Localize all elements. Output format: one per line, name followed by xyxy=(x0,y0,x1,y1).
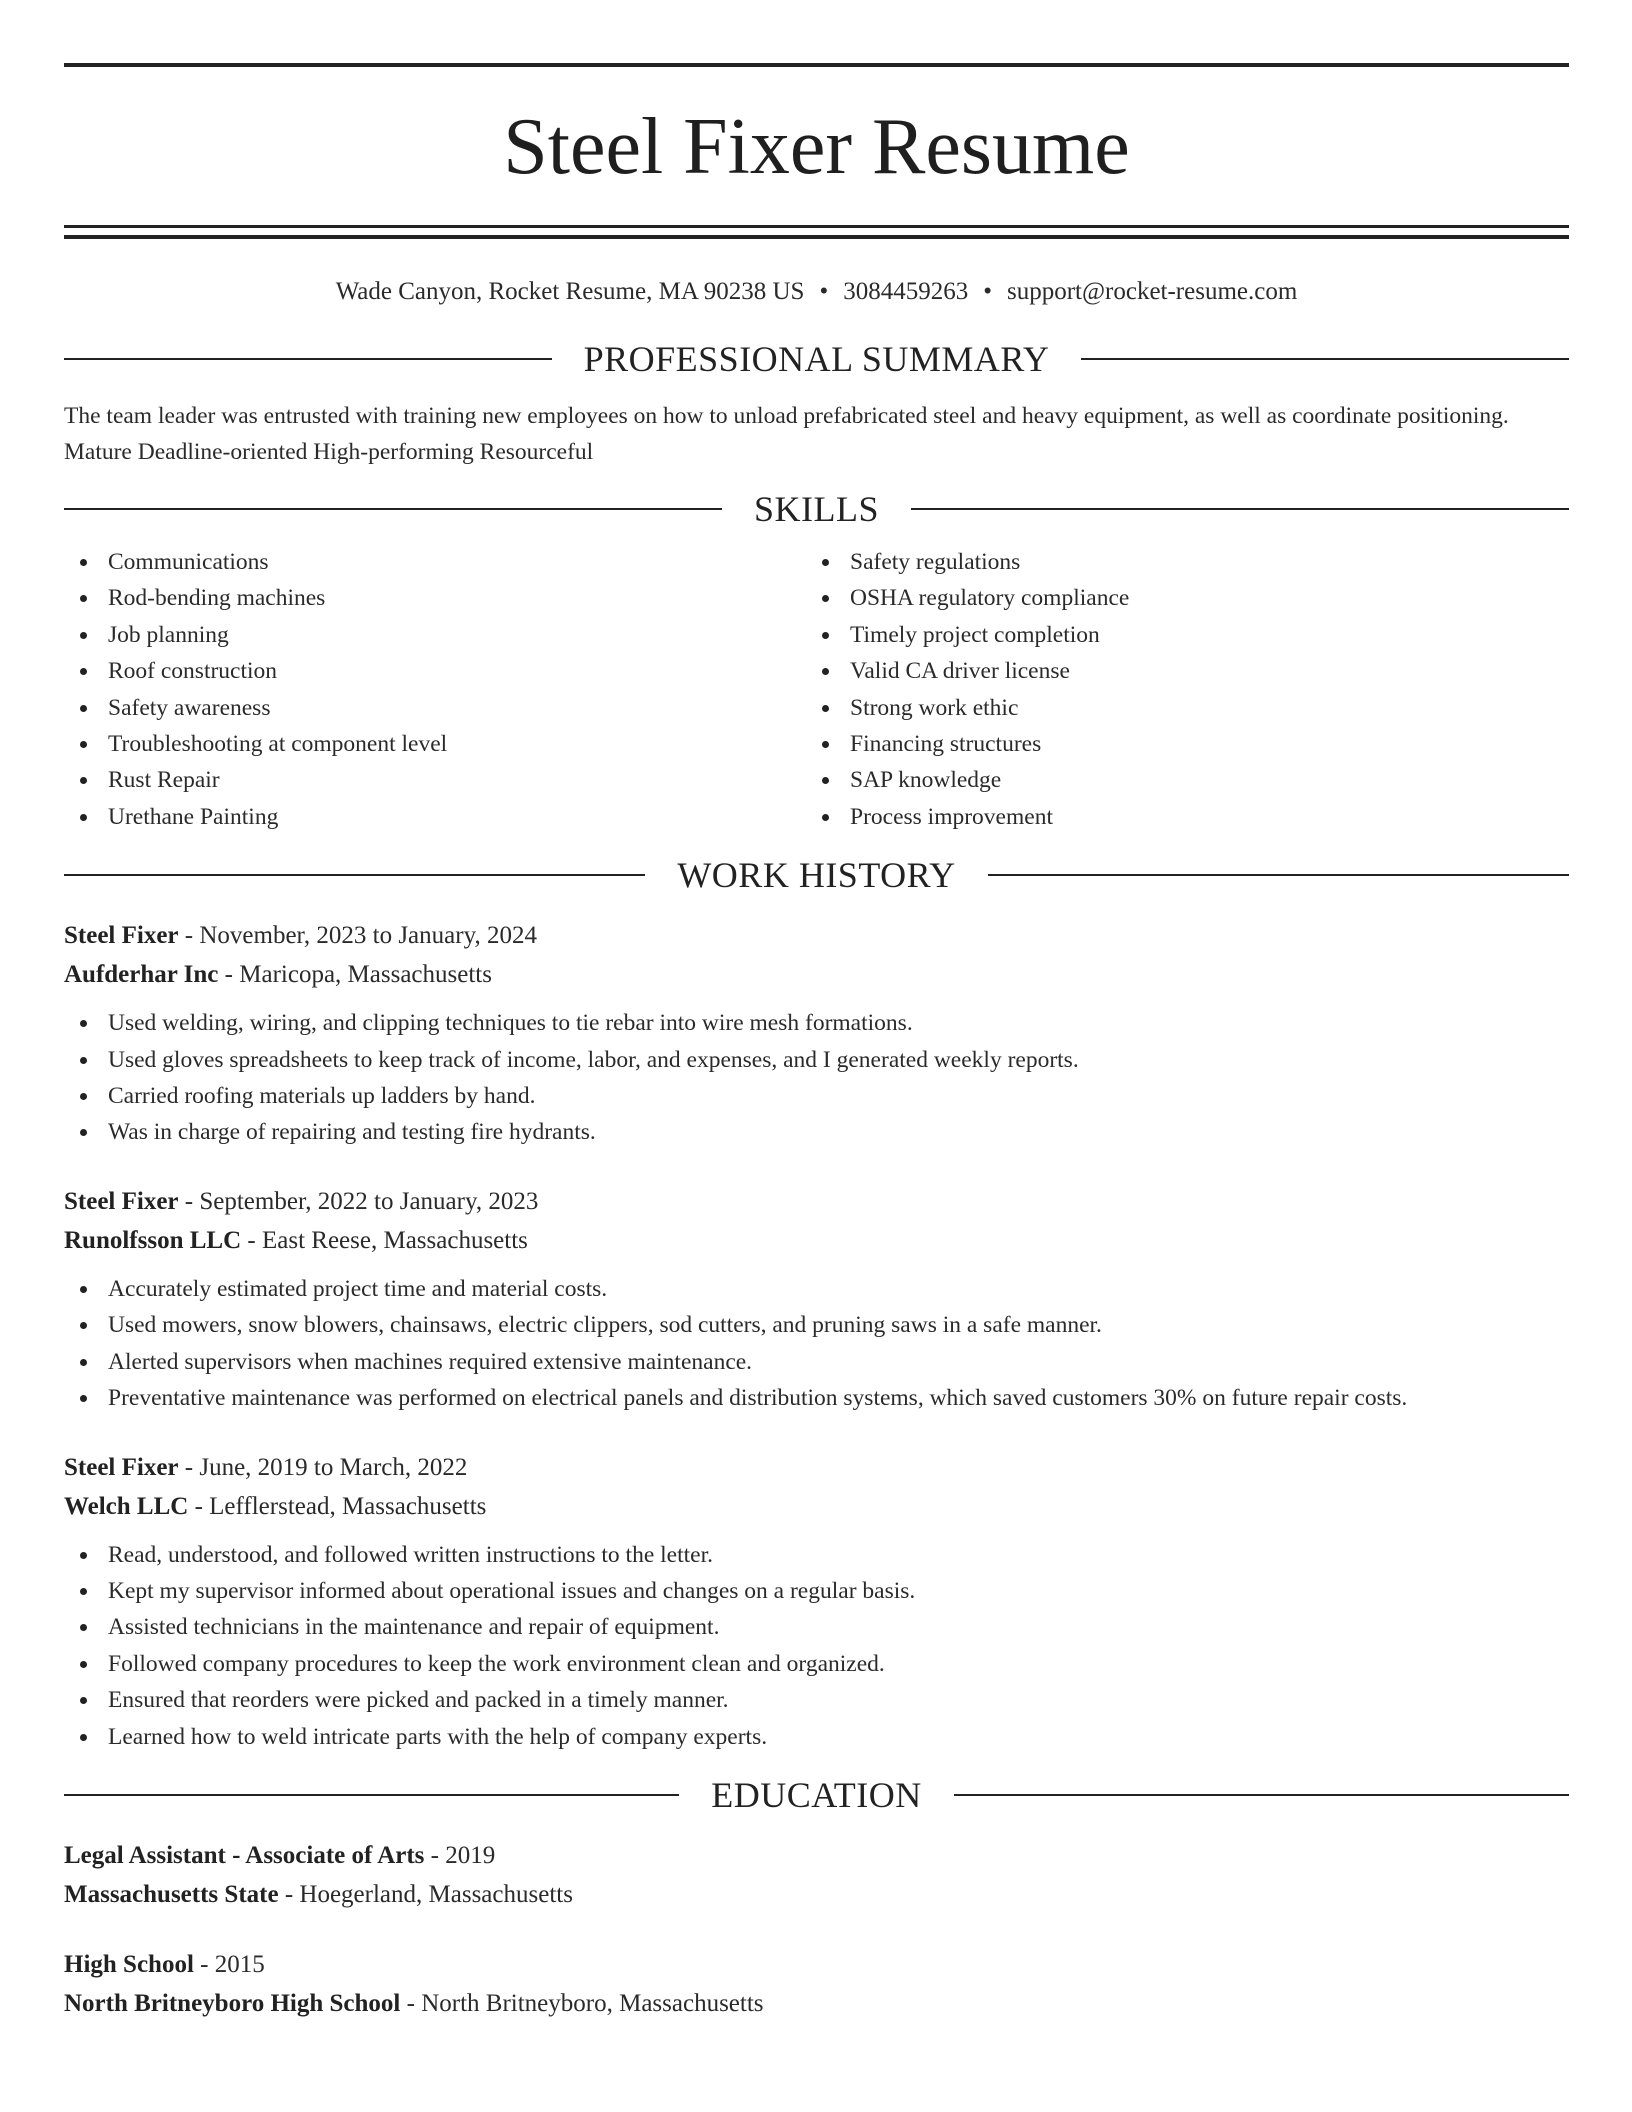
education-location: - Hoegerland, Massachusetts xyxy=(278,1880,573,1908)
resume-title: Steel Fixer Resume xyxy=(503,103,1130,191)
heading-rule-right xyxy=(954,1794,1569,1796)
job-title: Steel Fixer xyxy=(64,922,179,950)
job-bullet: Ensured that reorders were picked and packed in a timely manner. xyxy=(64,1682,1569,1718)
job-dates: - June, 2019 to March, 2022 xyxy=(178,1453,468,1481)
skills-column-right xyxy=(806,544,1548,835)
education-year: - 2015 xyxy=(193,1950,265,1978)
skills-heading-row xyxy=(64,489,1569,529)
skill-item: Roof construction xyxy=(64,653,806,689)
heading-rule-right xyxy=(988,874,1569,876)
education-school-line xyxy=(64,1984,1569,2023)
job-company-line xyxy=(64,1487,1569,1526)
skills-heading: SKILLS xyxy=(754,489,880,529)
job-title-line xyxy=(64,1448,1569,1487)
heading-rule-right xyxy=(1081,358,1569,360)
skill-item: Strong work ethic xyxy=(806,690,1548,726)
education-location: - North Britneyboro, Massachusetts xyxy=(400,1989,764,2017)
summary-heading: PROFESSIONAL SUMMARY xyxy=(583,339,1050,379)
job-title: Steel Fixer xyxy=(64,1187,179,1215)
education-heading-row xyxy=(64,1775,1569,1815)
job-bullet: Was in charge of repairing and testing fire hydrants. xyxy=(64,1114,1569,1150)
job-location: - East Reese, Massachusetts xyxy=(241,1226,528,1254)
summary-heading-row xyxy=(64,339,1569,379)
top-rule xyxy=(64,63,1569,67)
job-bullet: Assisted technicians in the maintenance and repair of equipment. xyxy=(64,1609,1569,1645)
job-bullet: Preventative maintenance was performed on electrical panels and distribution systems, which saved customers 30% on future repair costs. xyxy=(64,1380,1569,1416)
job-bullets xyxy=(64,1537,1569,1755)
skill-item: Rod-bending machines xyxy=(64,580,806,616)
education-degree-line xyxy=(64,1945,1569,1984)
title-double-rule xyxy=(64,225,1569,239)
job-location: - Lefflerstead, Massachusetts xyxy=(188,1492,487,1520)
job-bullet: Accurately estimated project time and material costs. xyxy=(64,1271,1569,1307)
contact-separator: • xyxy=(819,278,829,305)
job-location: - Maricopa, Massachusetts xyxy=(218,961,492,989)
job-dates: - September, 2022 to January, 2023 xyxy=(178,1187,539,1215)
heading-rule-left xyxy=(64,874,645,876)
education-degree-line xyxy=(64,1836,1569,1875)
heading-rule-left xyxy=(64,1794,679,1796)
education-heading: EDUCATION xyxy=(711,1774,922,1815)
work-heading: WORK HISTORY xyxy=(677,855,956,896)
job-title: Steel Fixer xyxy=(64,1453,179,1481)
heading-rule-right xyxy=(911,508,1569,510)
education-degree: High School xyxy=(64,1950,194,1978)
skill-item: Financing structures xyxy=(806,726,1548,762)
contact-phone: 3084459263 xyxy=(843,278,969,305)
education-entry xyxy=(64,1836,1569,1914)
skill-item: Process improvement xyxy=(806,799,1548,835)
skill-item: OSHA regulatory compliance xyxy=(806,580,1548,616)
skill-item: Troubleshooting at component level xyxy=(64,726,806,762)
education-year: - 2019 xyxy=(424,1841,496,1869)
skill-item: Safety awareness xyxy=(64,690,806,726)
skills-column-left xyxy=(64,544,806,835)
summary-text: The team leader was entrusted with training new employees on how to unload prefabricated steel and heavy equipment, as well as coordinate positioning. Mature Deadline-oriented High-performing Resourceful xyxy=(64,403,1509,465)
job-dates: - November, 2023 to January, 2024 xyxy=(178,922,537,950)
job-bullet: Followed company procedures to keep the work environment clean and organized. xyxy=(64,1646,1569,1682)
education-school: Massachusetts State xyxy=(64,1880,279,1908)
job-bullet: Learned how to weld intricate parts with the help of company experts. xyxy=(64,1719,1569,1755)
job-bullets xyxy=(64,1005,1569,1151)
contact-separator: • xyxy=(983,278,992,305)
education-school-line xyxy=(64,1875,1569,1914)
job-entry xyxy=(64,916,1569,1151)
job-company-line xyxy=(64,1221,1569,1260)
contact-email: support@rocket-resume.com xyxy=(1007,278,1298,305)
job-entry xyxy=(64,1182,1569,1417)
education-school: North Britneyboro High School xyxy=(64,1989,401,2017)
job-bullet: Read, understood, and followed written instructions to the letter. xyxy=(64,1537,1569,1573)
job-title-line xyxy=(64,1182,1569,1221)
skill-item: SAP knowledge xyxy=(806,762,1548,798)
job-company: Runolfsson LLC xyxy=(64,1226,242,1254)
job-bullet: Kept my supervisor informed about operational issues and changes on a regular basis. xyxy=(64,1573,1569,1609)
contact-address: Wade Canyon, Rocket Resume, MA 90238 US xyxy=(335,278,805,305)
work-heading-row xyxy=(64,855,1569,895)
job-bullet: Used gloves spreadsheets to keep track of income, labor, and expenses, and I generated weekly reports. xyxy=(64,1042,1569,1078)
job-company: Welch LLC xyxy=(64,1492,189,1520)
skill-item: Valid CA driver license xyxy=(806,653,1548,689)
contact-line xyxy=(64,277,1569,307)
education-degree: Legal Assistant - Associate of Arts xyxy=(64,1841,425,1869)
job-bullet: Used mowers, snow blowers, chainsaws, electric clippers, sod cutters, and pruning saws in a safe manner. xyxy=(64,1307,1569,1343)
education-entry xyxy=(64,1945,1569,2023)
heading-rule-left xyxy=(64,358,552,360)
job-bullets xyxy=(64,1271,1569,1417)
job-entry xyxy=(64,1448,1569,1755)
job-bullet: Used welding, wiring, and clipping techniques to tie rebar into wire mesh formations. xyxy=(64,1005,1569,1041)
job-company: Aufderhar Inc xyxy=(64,961,219,989)
job-bullet: Alerted supervisors when machines required extensive maintenance. xyxy=(64,1344,1569,1380)
skills-list xyxy=(64,544,1569,835)
job-bullet: Carried roofing materials up ladders by hand. xyxy=(64,1078,1569,1114)
skill-item: Timely project completion xyxy=(806,617,1548,653)
job-company-line xyxy=(64,955,1569,994)
skill-item: Job planning xyxy=(64,617,806,653)
job-title-line xyxy=(64,916,1569,955)
skill-item: Communications xyxy=(64,544,806,580)
heading-rule-left xyxy=(64,508,722,510)
skill-item: Rust Repair xyxy=(64,762,806,798)
skill-item: Safety regulations xyxy=(806,544,1548,580)
skill-item: Urethane Painting xyxy=(64,799,806,835)
